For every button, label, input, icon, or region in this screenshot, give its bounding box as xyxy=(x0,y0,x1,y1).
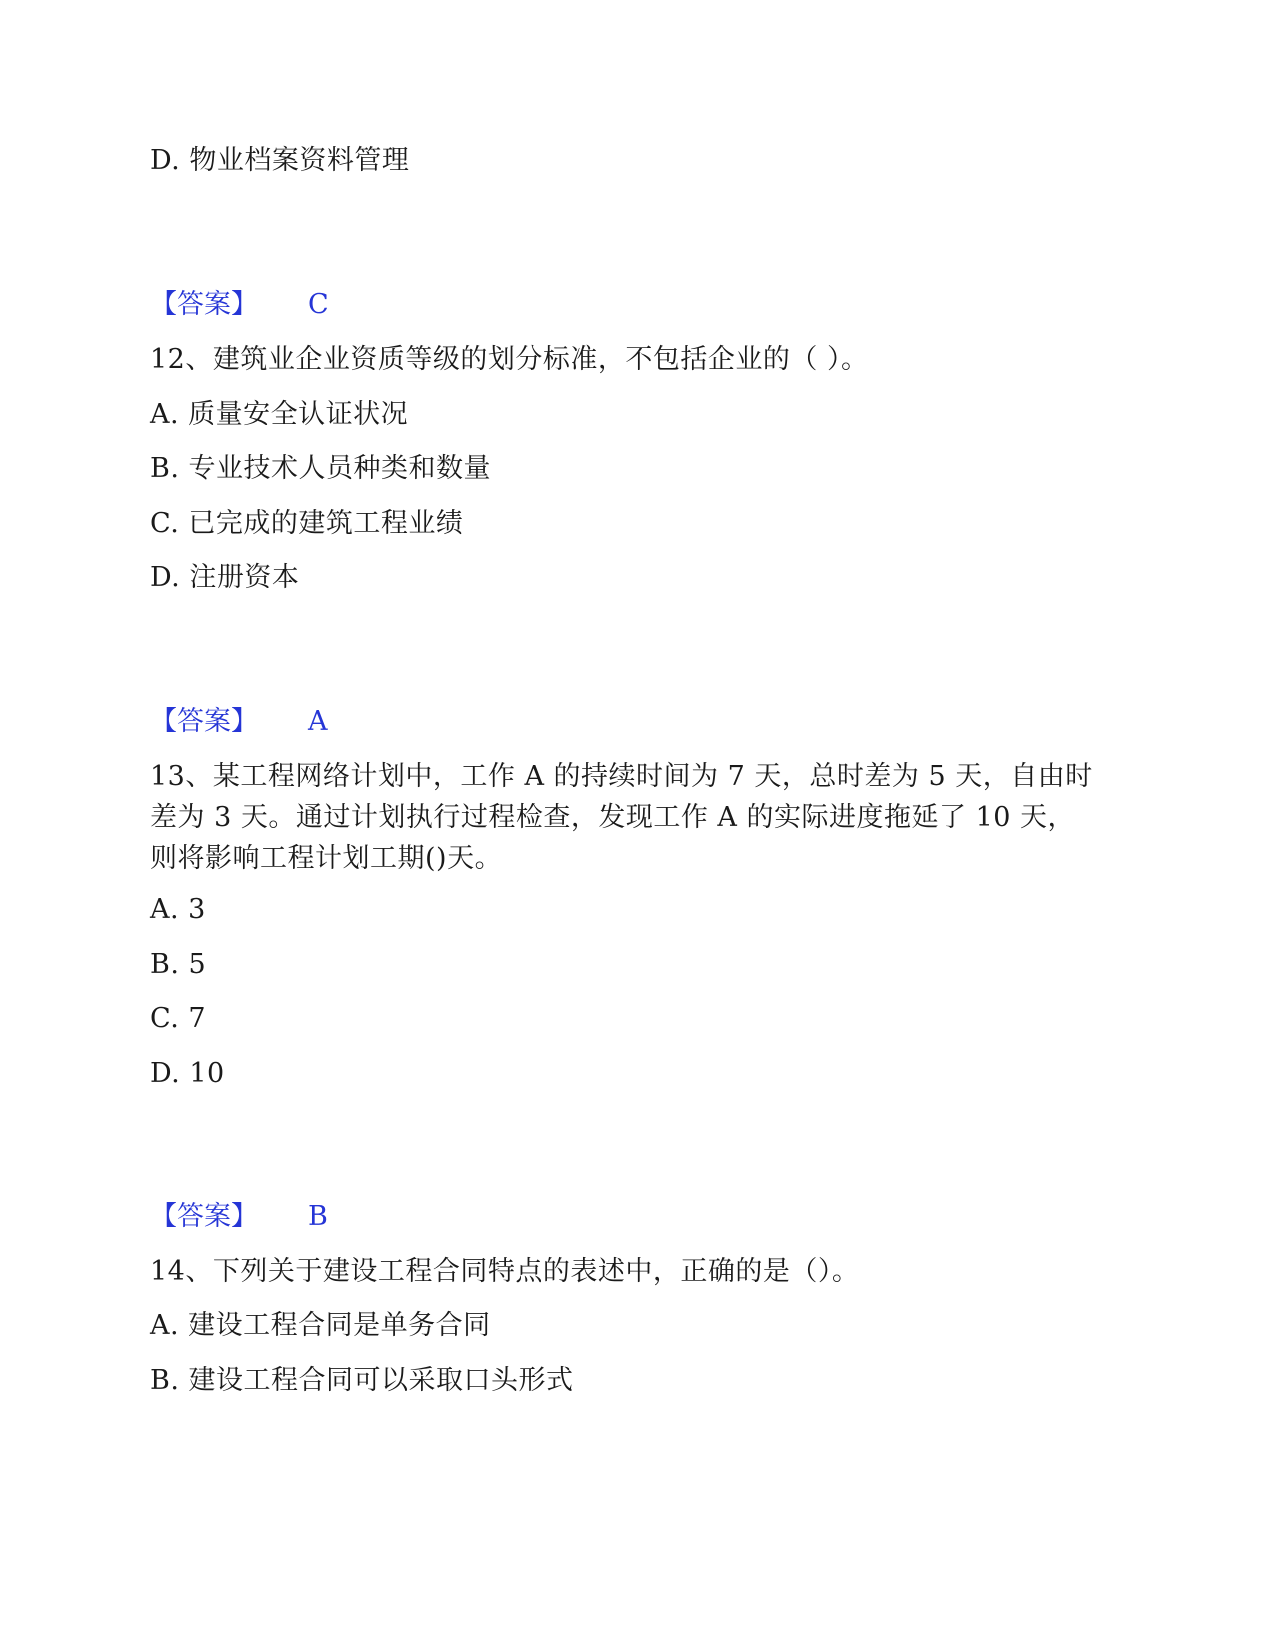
q11-option-d: D. 物业档案资料管理 xyxy=(150,145,410,176)
answer-label: 【答案】 xyxy=(150,1201,258,1232)
q13-option-a: A. 3 xyxy=(150,894,206,925)
q13-option-b: B. 5 xyxy=(150,949,207,980)
q12-option-b: B. 专业技术人员种类和数量 xyxy=(150,453,492,484)
q12-option-d: D. 注册资本 xyxy=(150,562,300,593)
q12-answer xyxy=(150,704,328,740)
answer-value: B xyxy=(308,1201,328,1232)
answer-value: C xyxy=(308,289,329,320)
q12-option-c: C. 已完成的建筑工程业绩 xyxy=(150,508,464,539)
q14-option-a: A. 建设工程合同是单务合同 xyxy=(150,1310,491,1341)
q14-stem: 14、下列关于建设工程合同特点的表述中，正确的是（）。 xyxy=(150,1256,860,1287)
answer-value: A xyxy=(308,706,328,737)
q13-stem-line-3: 则将影响工程计划工期()天。 xyxy=(150,843,503,874)
q12-option-a: A. 质量安全认证状况 xyxy=(150,399,409,430)
answer-label: 【答案】 xyxy=(150,289,258,320)
q11-answer xyxy=(150,287,329,323)
q13-stem-line-2: 差为 3 天。通过计划执行过程检查，发现工作 A 的实际进度拖延了 10 天， xyxy=(150,802,1076,833)
q13-option-d: D. 10 xyxy=(150,1058,225,1089)
q14-option-b: B. 建设工程合同可以采取口头形式 xyxy=(150,1365,574,1396)
q13-option-c: C. 7 xyxy=(150,1003,207,1034)
answer-label: 【答案】 xyxy=(150,706,258,737)
q13-answer xyxy=(150,1199,328,1235)
q13-stem-line-1: 13、某工程网络计划中，工作 A 的持续时间为 7 天，总时差为 5 天，自由时 xyxy=(150,761,1093,792)
q12-stem: 12、建筑业企业资质等级的划分标准，不包括企业的（ ）。 xyxy=(150,344,869,375)
